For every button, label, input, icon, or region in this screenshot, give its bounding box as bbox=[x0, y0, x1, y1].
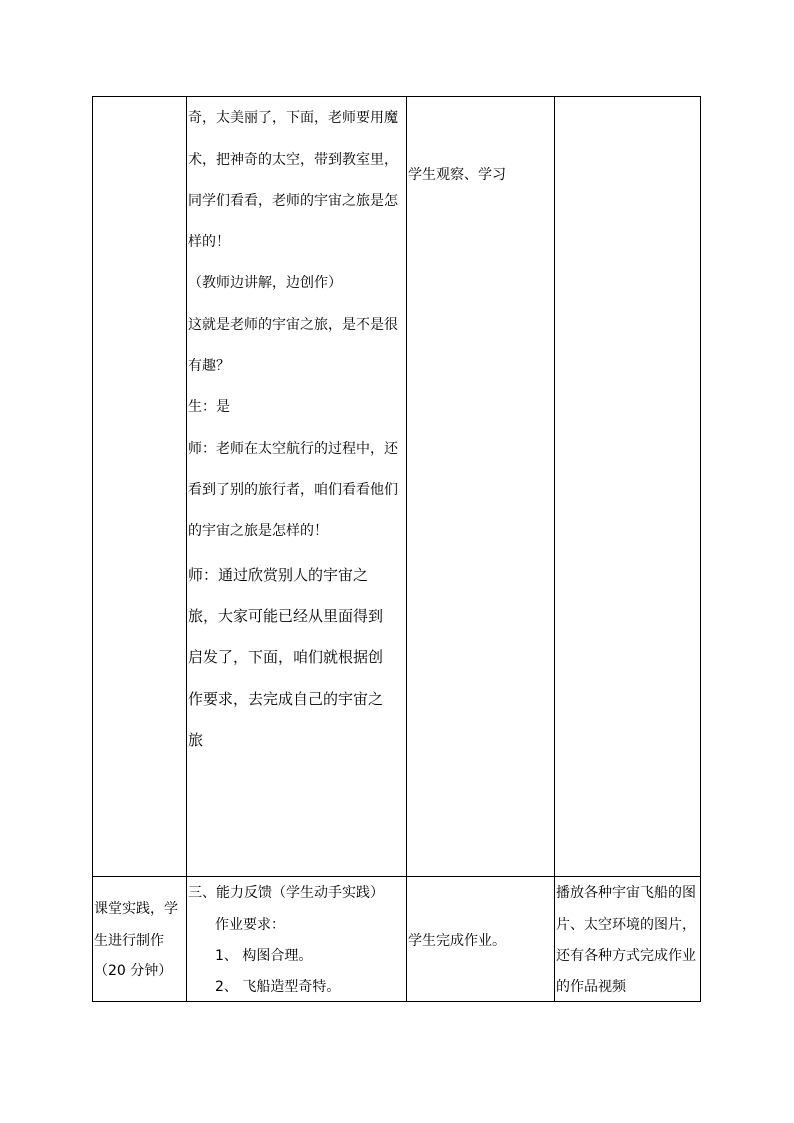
content-line: 旅 bbox=[188, 731, 204, 749]
row2-student-activity: 学生完成作业。 bbox=[408, 933, 506, 949]
stage-line: 生进行制作 bbox=[94, 933, 164, 949]
content-line: 启发了，下面，咱们就根据创 bbox=[188, 648, 384, 666]
media-line: 片、太空环境的图片， bbox=[556, 917, 696, 933]
content-line: 2、 飞船造型奇特。 bbox=[215, 979, 341, 995]
table-border-right bbox=[700, 96, 701, 1002]
table-border-top bbox=[92, 96, 701, 97]
table-border-bottom bbox=[92, 1001, 701, 1002]
column-divider-1 bbox=[186, 96, 187, 1002]
content-line: （教师边讲解，边创作） bbox=[188, 275, 342, 291]
media-line: 还有各种方式完成作业 bbox=[556, 948, 696, 964]
content-line: 生：是 bbox=[188, 399, 230, 415]
row1-student-activity: 学生观察、学习 bbox=[408, 167, 506, 183]
content-line: 师：老师在太空航行的过程中，还 bbox=[188, 441, 398, 457]
content-line: 作要求，去完成自己的宇宙之 bbox=[188, 690, 384, 708]
column-divider-2 bbox=[406, 96, 407, 1002]
table-border-left bbox=[92, 96, 93, 1002]
content-line: 样的！ bbox=[188, 234, 230, 250]
media-line: 播放各种宇宙飞船的图 bbox=[556, 885, 696, 901]
content-line: 奇，太美丽了，下面，老师要用魔 bbox=[188, 110, 398, 126]
content-line: 有趣？ bbox=[188, 358, 230, 374]
content-line: 师：通过欣赏别人的宇宙之 bbox=[188, 566, 369, 584]
content-line: 同学们看看，老师的宇宙之旅是怎 bbox=[188, 193, 398, 209]
content-line: 看到了别的旅行者，咱们看看他们 bbox=[188, 482, 398, 498]
content-line: 旅，大家可能已经从里面得到 bbox=[188, 607, 384, 625]
stage-line: （20 分钟） bbox=[94, 963, 173, 979]
row-divider bbox=[92, 876, 701, 877]
media-line: 的作品视频 bbox=[556, 979, 626, 995]
content-line: 1、 构图合理。 bbox=[215, 948, 313, 964]
content-line: 作业要求： bbox=[215, 917, 285, 933]
column-divider-3 bbox=[554, 96, 555, 1002]
content-line: 术，把神奇的太空，带到教室里， bbox=[188, 152, 398, 168]
stage-line: 课堂实践，学 bbox=[94, 901, 178, 917]
content-line: 这就是老师的宇宙之旅，是不是很 bbox=[188, 317, 398, 333]
content-line: 的宇宙之旅是怎样的！ bbox=[188, 523, 328, 539]
content-line: 三、能力反馈（学生动手实践） bbox=[188, 885, 384, 901]
